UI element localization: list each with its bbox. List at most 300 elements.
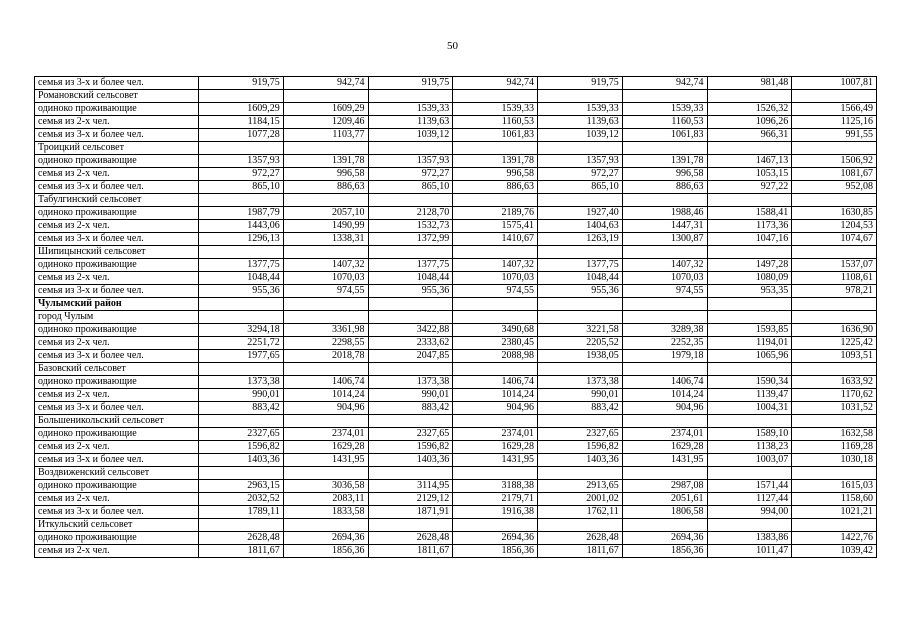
table-cell: 996,58 [453, 168, 538, 181]
section-header-row [35, 246, 877, 259]
table-row [35, 376, 877, 389]
table-cell: 1987,79 [199, 207, 284, 220]
table-cell [538, 519, 623, 532]
table-row [35, 506, 877, 519]
table-cell: 1061,83 [453, 129, 538, 142]
table-cell: 1391,78 [283, 155, 368, 168]
table-cell: 2333,62 [368, 337, 453, 350]
table-cell: 1629,28 [622, 441, 707, 454]
table-cell: 1108,61 [792, 272, 877, 285]
section-header-row [35, 415, 877, 428]
section-name: Базовский сельсовет [35, 363, 199, 376]
table-cell [368, 194, 453, 207]
table-cell: 3221,58 [538, 324, 623, 337]
table-cell: 1506,92 [792, 155, 877, 168]
table-cell: 1811,67 [538, 545, 623, 558]
table-cell: 1596,82 [199, 441, 284, 454]
table-cell: 1077,28 [199, 129, 284, 142]
table-cell: 1007,81 [792, 77, 877, 90]
table-cell: 991,55 [792, 129, 877, 142]
section-header-row [35, 90, 877, 103]
row-label: семья из 2-х чел. [35, 545, 199, 558]
table-cell [368, 467, 453, 480]
table-cell [792, 415, 877, 428]
table-row [35, 168, 877, 181]
table-cell: 865,10 [538, 181, 623, 194]
table-cell: 2205,52 [538, 337, 623, 350]
table-row [35, 350, 877, 363]
table-cell: 1080,09 [707, 272, 792, 285]
table-cell [707, 467, 792, 480]
table-cell [792, 246, 877, 259]
table-cell [707, 246, 792, 259]
table-cell [538, 246, 623, 259]
table-cell: 1014,24 [453, 389, 538, 402]
section-name: Воздвиженский сельсовет [35, 467, 199, 480]
table-row [35, 181, 877, 194]
table-cell: 2374,01 [622, 428, 707, 441]
table-cell: 1988,46 [622, 207, 707, 220]
table-cell [707, 90, 792, 103]
table-cell [453, 298, 538, 311]
district-name: Чулымский район [35, 298, 199, 311]
table-cell [199, 363, 284, 376]
table-cell [792, 363, 877, 376]
table-cell: 1406,74 [622, 376, 707, 389]
table-cell: 1979,18 [622, 350, 707, 363]
row-label: семья из 3-х и более чел. [35, 181, 199, 194]
table-cell [622, 519, 707, 532]
table-cell: 1589,10 [707, 428, 792, 441]
table-cell: 1170,62 [792, 389, 877, 402]
row-label: семья из 2-х чел. [35, 272, 199, 285]
table-cell: 1014,24 [622, 389, 707, 402]
table-cell: 1629,28 [453, 441, 538, 454]
table-cell: 1204,53 [792, 220, 877, 233]
table-cell: 972,27 [538, 168, 623, 181]
table-cell: 1632,58 [792, 428, 877, 441]
table-cell: 1338,31 [283, 233, 368, 246]
table-cell: 1031,52 [792, 402, 877, 415]
table-cell: 2051,61 [622, 493, 707, 506]
table-row [35, 116, 877, 129]
row-label: семья из 3-х и более чел. [35, 350, 199, 363]
table-cell [368, 519, 453, 532]
table-cell: 1300,87 [622, 233, 707, 246]
row-label: одиноко проживающие [35, 324, 199, 337]
table-cell [622, 246, 707, 259]
table-row [35, 220, 877, 233]
table-cell: 1609,29 [199, 103, 284, 116]
table-cell: 3361,98 [283, 324, 368, 337]
table-cell [368, 90, 453, 103]
table-cell [199, 246, 284, 259]
row-label: семья из 3-х и более чел. [35, 129, 199, 142]
table-cell: 2694,36 [453, 532, 538, 545]
table-cell: 1811,67 [368, 545, 453, 558]
table-cell [453, 467, 538, 480]
table-row [35, 441, 877, 454]
table-cell: 1070,03 [453, 272, 538, 285]
table-cell: 2252,35 [622, 337, 707, 350]
table-cell [792, 298, 877, 311]
table-cell [707, 519, 792, 532]
table-cell: 3036,58 [283, 480, 368, 493]
table-cell [792, 90, 877, 103]
row-label: семья из 3-х и более чел. [35, 77, 199, 90]
table-cell: 1403,36 [538, 454, 623, 467]
table-cell: 1588,41 [707, 207, 792, 220]
table-row [35, 272, 877, 285]
table-cell: 1048,44 [538, 272, 623, 285]
table-cell: 1575,41 [453, 220, 538, 233]
table-row [35, 77, 877, 90]
table-cell: 1596,82 [538, 441, 623, 454]
table-cell: 1422,76 [792, 532, 877, 545]
table-cell: 1103,77 [283, 129, 368, 142]
table-cell: 2129,12 [368, 493, 453, 506]
table-cell: 865,10 [368, 181, 453, 194]
table-cell: 1373,38 [199, 376, 284, 389]
table-cell: 883,42 [368, 402, 453, 415]
table-cell [622, 415, 707, 428]
table-cell: 1407,32 [283, 259, 368, 272]
table-cell [283, 142, 368, 155]
table-cell: 1404,63 [538, 220, 623, 233]
table-cell: 1003,07 [707, 454, 792, 467]
table-cell [622, 467, 707, 480]
row-label: семья из 3-х и более чел. [35, 402, 199, 415]
table-cell: 886,63 [283, 181, 368, 194]
table-cell [283, 90, 368, 103]
table-cell: 942,74 [283, 77, 368, 90]
table-cell: 1410,67 [453, 233, 538, 246]
table-cell: 1407,32 [453, 259, 538, 272]
table-cell [538, 415, 623, 428]
table-cell: 1431,95 [283, 454, 368, 467]
table-cell: 904,96 [622, 402, 707, 415]
row-label: семья из 2-х чел. [35, 389, 199, 402]
row-label: одиноко проживающие [35, 532, 199, 545]
table-cell [283, 415, 368, 428]
table-cell [622, 363, 707, 376]
table-cell: 2913,65 [538, 480, 623, 493]
table-cell: 1061,83 [622, 129, 707, 142]
table-cell: 1539,33 [453, 103, 538, 116]
table-cell: 927,22 [707, 181, 792, 194]
table-cell [453, 90, 538, 103]
table-row [35, 428, 877, 441]
table-cell: 1125,16 [792, 116, 877, 129]
table-row [35, 532, 877, 545]
table-cell: 1074,67 [792, 233, 877, 246]
table-cell [707, 311, 792, 324]
table-cell [283, 519, 368, 532]
table-cell: 1139,47 [707, 389, 792, 402]
section-name: Романовский сельсовет [35, 90, 199, 103]
table-cell: 972,27 [199, 168, 284, 181]
table-cell [622, 90, 707, 103]
table-cell: 1938,05 [538, 350, 623, 363]
table-cell [453, 142, 538, 155]
table-cell [368, 311, 453, 324]
table-cell [283, 311, 368, 324]
row-label: семья из 2-х чел. [35, 441, 199, 454]
table-cell: 1856,36 [283, 545, 368, 558]
table-cell [283, 298, 368, 311]
table-cell: 2057,10 [283, 207, 368, 220]
row-label: семья из 2-х чел. [35, 337, 199, 350]
table-cell [368, 415, 453, 428]
table-cell: 990,01 [538, 389, 623, 402]
table-cell [453, 363, 538, 376]
table-cell: 1497,28 [707, 259, 792, 272]
row-label: одиноко проживающие [35, 428, 199, 441]
table-cell: 1609,29 [283, 103, 368, 116]
table-cell: 1096,26 [707, 116, 792, 129]
table-cell: 1403,36 [199, 454, 284, 467]
table-row [35, 233, 877, 246]
row-label: семья из 2-х чел. [35, 220, 199, 233]
table-cell: 1490,99 [283, 220, 368, 233]
table-cell: 1447,31 [622, 220, 707, 233]
table-cell: 1977,65 [199, 350, 284, 363]
table-cell: 996,58 [283, 168, 368, 181]
table-cell [199, 415, 284, 428]
table-cell: 1615,03 [792, 480, 877, 493]
table-cell: 1039,12 [538, 129, 623, 142]
table-cell: 1372,99 [368, 233, 453, 246]
table-cell: 1593,85 [707, 324, 792, 337]
table-cell: 972,27 [368, 168, 453, 181]
row-label: семья из 3-х и более чел. [35, 506, 199, 519]
table-cell: 1377,75 [538, 259, 623, 272]
table-cell: 1391,78 [622, 155, 707, 168]
table-cell: 1039,42 [792, 545, 877, 558]
table-cell [368, 142, 453, 155]
table-cell: 1225,42 [792, 337, 877, 350]
table-cell [538, 298, 623, 311]
table-cell [199, 142, 284, 155]
table-cell: 1139,63 [538, 116, 623, 129]
table-cell [199, 298, 284, 311]
table-cell: 1030,18 [792, 454, 877, 467]
table-cell [199, 90, 284, 103]
table-cell: 2628,48 [368, 532, 453, 545]
table-cell [707, 363, 792, 376]
table-cell [283, 363, 368, 376]
table-cell: 1377,75 [368, 259, 453, 272]
table-cell [199, 194, 284, 207]
table-cell: 1357,93 [199, 155, 284, 168]
table-cell: 953,35 [707, 285, 792, 298]
table-cell: 1048,44 [368, 272, 453, 285]
table-cell: 2963,15 [199, 480, 284, 493]
section-name: Троицкий сельсовет [35, 142, 199, 155]
table-cell: 2001,02 [538, 493, 623, 506]
table-cell [199, 519, 284, 532]
table-cell: 1537,07 [792, 259, 877, 272]
table-cell: 2628,48 [538, 532, 623, 545]
table-cell: 1431,95 [453, 454, 538, 467]
table-cell: 1160,53 [453, 116, 538, 129]
table-cell: 974,55 [453, 285, 538, 298]
table-cell [283, 194, 368, 207]
row-label: семья из 2-х чел. [35, 116, 199, 129]
section-header-row [35, 467, 877, 480]
table-row [35, 207, 877, 220]
table-cell [453, 194, 538, 207]
table-cell: 3289,38 [622, 324, 707, 337]
table-cell: 2018,78 [283, 350, 368, 363]
table-cell: 942,74 [622, 77, 707, 90]
table-cell: 1373,38 [538, 376, 623, 389]
section-name: Большеникольский сельсовет [35, 415, 199, 428]
table-cell: 1357,93 [368, 155, 453, 168]
section-header-row [35, 311, 877, 324]
table-cell: 2987,08 [622, 480, 707, 493]
table-cell: 1160,53 [622, 116, 707, 129]
table-cell: 2298,55 [283, 337, 368, 350]
table-cell: 1070,03 [283, 272, 368, 285]
table-row [35, 103, 877, 116]
table-cell: 1004,31 [707, 402, 792, 415]
table-cell [622, 194, 707, 207]
table-cell: 955,36 [538, 285, 623, 298]
table-cell: 1296,13 [199, 233, 284, 246]
table-cell [283, 246, 368, 259]
table-cell: 1011,47 [707, 545, 792, 558]
table-row [35, 259, 877, 272]
tariff-table [34, 76, 877, 558]
table-cell: 2327,65 [538, 428, 623, 441]
table-cell: 1633,92 [792, 376, 877, 389]
table-cell: 1194,01 [707, 337, 792, 350]
row-label: одиноко проживающие [35, 155, 199, 168]
district-header-row [35, 298, 877, 311]
table-cell: 1014,24 [283, 389, 368, 402]
section-header-row [35, 194, 877, 207]
table-cell [453, 311, 538, 324]
table-cell: 2128,70 [368, 207, 453, 220]
row-label: одиноко проживающие [35, 376, 199, 389]
row-label: семья из 2-х чел. [35, 493, 199, 506]
table-cell: 1173,36 [707, 220, 792, 233]
table-row [35, 402, 877, 415]
table-cell: 2374,01 [283, 428, 368, 441]
table-cell: 1539,33 [622, 103, 707, 116]
table-cell [792, 142, 877, 155]
row-label: семья из 3-х и более чел. [35, 285, 199, 298]
table-cell: 1070,03 [622, 272, 707, 285]
table-cell: 2251,72 [199, 337, 284, 350]
table-cell: 1081,67 [792, 168, 877, 181]
table-cell: 1856,36 [622, 545, 707, 558]
table-cell: 919,75 [368, 77, 453, 90]
table-cell: 1443,06 [199, 220, 284, 233]
table-cell [283, 467, 368, 480]
table-cell: 990,01 [199, 389, 284, 402]
table-cell: 2179,71 [453, 493, 538, 506]
table-cell [707, 298, 792, 311]
table-cell [453, 519, 538, 532]
table-cell: 1383,86 [707, 532, 792, 545]
table-row [35, 337, 877, 350]
table-row [35, 129, 877, 142]
table-cell [538, 311, 623, 324]
table-cell [199, 467, 284, 480]
table-cell [453, 415, 538, 428]
table-row [35, 285, 877, 298]
row-label: одиноко проживающие [35, 480, 199, 493]
row-label: семья из 3-х и более чел. [35, 454, 199, 467]
table-cell: 1127,44 [707, 493, 792, 506]
section-header-row [35, 142, 877, 155]
table-cell: 2628,48 [199, 532, 284, 545]
table-cell: 2374,01 [453, 428, 538, 441]
table-cell [622, 311, 707, 324]
table-cell: 904,96 [453, 402, 538, 415]
table-cell [707, 415, 792, 428]
table-cell: 3422,88 [368, 324, 453, 337]
table-row [35, 389, 877, 402]
table-cell: 1158,60 [792, 493, 877, 506]
table-cell: 1263,19 [538, 233, 623, 246]
table-cell [199, 311, 284, 324]
table-cell: 966,31 [707, 129, 792, 142]
table-cell: 1526,32 [707, 103, 792, 116]
table-cell: 1403,36 [368, 454, 453, 467]
table-cell: 1571,44 [707, 480, 792, 493]
table-cell: 886,63 [453, 181, 538, 194]
table-cell: 1636,90 [792, 324, 877, 337]
table-cell [792, 467, 877, 480]
table-cell [792, 311, 877, 324]
table-row [35, 545, 877, 558]
table-cell: 1406,74 [453, 376, 538, 389]
table-cell [368, 246, 453, 259]
section-name: город Чулым [35, 311, 199, 324]
section-name: Шипицынский сельсовет [35, 246, 199, 259]
row-label: одиноко проживающие [35, 259, 199, 272]
table-cell: 2088,98 [453, 350, 538, 363]
table-cell: 883,42 [199, 402, 284, 415]
table-cell: 1856,36 [453, 545, 538, 558]
table-cell: 974,55 [622, 285, 707, 298]
table-cell: 981,48 [707, 77, 792, 90]
table-cell: 1590,34 [707, 376, 792, 389]
table-cell: 2083,11 [283, 493, 368, 506]
table-cell: 1093,51 [792, 350, 877, 363]
table-cell: 1811,67 [199, 545, 284, 558]
table-cell: 1532,73 [368, 220, 453, 233]
table-cell [453, 246, 538, 259]
table-cell: 2380,45 [453, 337, 538, 350]
table-cell: 996,58 [622, 168, 707, 181]
table-cell: 2327,65 [199, 428, 284, 441]
table-row [35, 324, 877, 337]
table-cell: 952,08 [792, 181, 877, 194]
table-cell: 883,42 [538, 402, 623, 415]
table-cell [368, 298, 453, 311]
table-cell [707, 142, 792, 155]
table-cell: 1039,12 [368, 129, 453, 142]
table-cell [538, 90, 623, 103]
table-body [35, 77, 877, 558]
table-cell: 1407,32 [622, 259, 707, 272]
table-cell [707, 194, 792, 207]
table-cell: 904,96 [283, 402, 368, 415]
